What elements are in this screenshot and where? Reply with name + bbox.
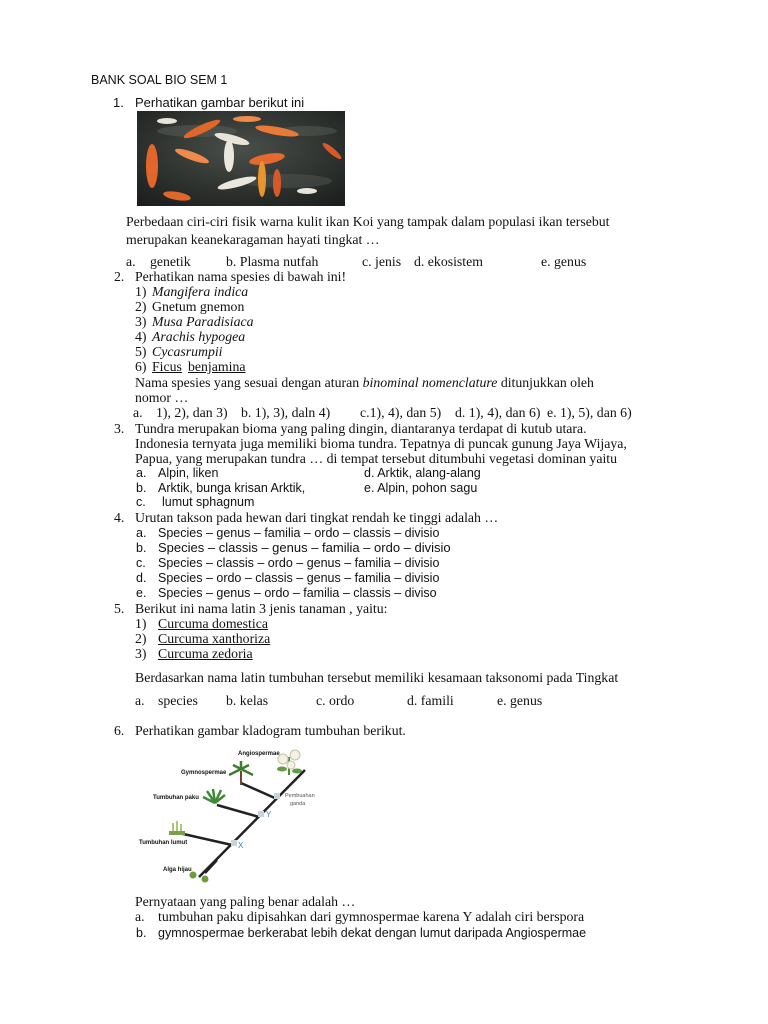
q4-option-b: Species – classis – genus – familia – ordo – divisio — [158, 540, 451, 555]
q3-option-c: lumut sphagnum — [162, 495, 255, 509]
q4-option-d: Species – ordo – classis – genus – familia – divisio — [158, 571, 440, 585]
q3-line3: Papua, yang merupakan tundra … di tempat tersebut ditumbuhi vegetasi dominan yaitu — [135, 451, 618, 466]
q3-option-e: e. Alpin, pohon sagu — [364, 481, 478, 495]
q6-option-a: tumbuhan paku dipisahkan dari gymnospermae karena Y adalah ciri berspora — [158, 909, 585, 924]
q1-number: 1. — [113, 95, 124, 110]
q2-species-1-num: 1) — [135, 284, 147, 299]
q6-option-a-label: a. — [135, 909, 145, 924]
q2-species-4-num: 4) — [135, 329, 147, 344]
q2-option-a-label: a. — [133, 405, 143, 420]
q1-option-a-label: a. — [126, 254, 136, 269]
branch-paku — [217, 805, 259, 817]
q1-prompt: Perhatikan gambar berikut ini — [135, 95, 305, 110]
q5-prompt: Berikut ini nama latin 3 jenis tanaman , yaitu: — [135, 601, 388, 616]
q2-option-a: 1), 2), dan 3) — [156, 405, 228, 420]
q2-question-line2: nomor … — [135, 390, 189, 405]
q3-option-b-label: b. — [136, 481, 147, 495]
label-tumbuhan-lumut: Tumbuhan lumut — [139, 840, 188, 846]
q5-plant-2: Curcuma xanthoriza — [158, 631, 271, 646]
q2-question-line1 — [135, 376, 594, 390]
q6-question: Pernyataan yang paling benar adalah … — [135, 894, 356, 909]
q2-species-6-num: 6) — [135, 359, 147, 374]
q6-number: 6. — [114, 723, 125, 738]
q1-text-line1: Perbedaan ciri-ciri fisik warna kulit ikan Koi yang tampak dalam populasi ikan tersebut — [126, 214, 610, 229]
q2-species-3: Musa Paradisiaca — [152, 314, 254, 329]
q2-species-6-epithet: benjamina — [188, 359, 246, 374]
q2-species-2-num: 2) — [135, 299, 147, 314]
q4-option-c: Species – classis – ordo – genus – familia – divisio — [158, 556, 440, 570]
q2-option-b: b. 1), 3), daln 4) — [241, 405, 331, 420]
q3-option-d: d. Arktik, alang-alang — [364, 466, 481, 480]
q2-option-e: e. 1), 5), dan 6) — [547, 405, 632, 420]
q1-option-d: d. ekosistem — [414, 254, 483, 269]
q1-option-c: c. jenis — [362, 254, 402, 269]
q4-prompt: Urutan takson pada hewan dari tingkat rendah ke tinggi adalah … — [135, 510, 499, 525]
q4-option-a: Species – genus – familia – ordo – classis – divisio — [158, 526, 440, 540]
cladogram-diagram — [137, 745, 327, 885]
label-x: X — [238, 841, 244, 850]
page-header: BANK SOAL BIO SEM 1 — [91, 73, 228, 87]
label-alga-hijau: Alga hijau — [163, 867, 192, 873]
q5-question: Berdasarkan nama latin tumbuhan tersebut memiliki kesamaan taksonomi pada Tingkat — [135, 670, 619, 685]
q4-option-e: Species – genus – ordo – familia – classis – diviso — [158, 586, 437, 600]
q5-number: 5. — [114, 601, 125, 616]
q2-question-after: ditunjukkan oleh — [500, 375, 594, 390]
q2-question-italic: binominal nomenclature — [362, 375, 498, 390]
q3-option-b: Arktik, bunga krisan Arktik, — [158, 481, 306, 495]
q2-prompt: Perhatikan nama spesies di bawah ini! — [135, 269, 347, 284]
angiosperm-plant-icon — [277, 750, 302, 775]
q3-option-a-label: a. — [136, 466, 147, 480]
marker-y-box — [258, 811, 264, 817]
label-pembuahan-ganda-1: Pembuahan — [285, 793, 315, 799]
label-gymnospermae: Gymnospermae — [181, 770, 227, 776]
q2-species-2: Gnetum gnemon — [152, 299, 245, 314]
q5-option-b: b. kelas — [226, 693, 269, 708]
q5-plant-3: Curcuma zedoria — [158, 646, 253, 661]
q5-option-a-label: a. — [135, 693, 145, 708]
koi-pond-image — [137, 111, 345, 206]
q5-plant-1-num: 1) — [135, 616, 147, 631]
cladogram-figure — [137, 745, 327, 885]
q2-species-1: Mangifera indica — [152, 284, 249, 299]
q4-option-b-label: b. — [136, 541, 147, 555]
q2-option-d: d. 1), 4), dan 6) — [455, 405, 541, 420]
q3-option-a: Alpin, liken — [158, 466, 219, 480]
q2-species-6-genus: Ficus — [152, 359, 182, 374]
q4-option-a-label: a. — [136, 526, 147, 540]
q5-option-c: c. ordo — [316, 693, 355, 708]
marker-pembuahan-box — [274, 793, 280, 799]
q5-option-d: d. famili — [407, 693, 454, 708]
q2-species-5-num: 5) — [135, 344, 147, 359]
q5-plant-2-num: 2) — [135, 631, 147, 646]
fern-plant-icon — [203, 789, 225, 803]
branch-gymnospermae — [241, 783, 277, 799]
q3-option-c-label: c. — [136, 495, 146, 509]
q3-line2: Indonesia ternyata juga memiliki bioma tundra. Tepatnya di puncak gunung Jaya Wijaya, — [135, 436, 627, 451]
q1-text-line2: merupakan keanekaragaman hayati tingkat … — [126, 232, 380, 247]
label-angiospermae: Angiospermae — [238, 751, 280, 757]
q4-option-c-label: c. — [136, 556, 146, 570]
q2-species-4: Arachis hypogea — [152, 329, 246, 344]
q1-option-b: b. Plasma nutfah — [226, 254, 319, 269]
q6-prompt: Perhatikan gambar kladogram tumbuhan berikut. — [135, 723, 406, 738]
q4-number: 4. — [114, 510, 125, 525]
label-pembuahan-ganda-2: ganda — [290, 801, 306, 807]
q2-option-c: c.1), 4), dan 5) — [360, 405, 442, 420]
q1-option-e: e. genus — [541, 254, 587, 269]
q5-option-e: e. genus — [497, 693, 543, 708]
moss-plant-icon — [169, 821, 185, 835]
q2-number: 2. — [114, 269, 125, 284]
label-y: Y — [266, 810, 272, 819]
q3-line1: Tundra merupakan bioma yang paling dingin, diantaranya terdapat di kutub utara. — [135, 421, 587, 436]
q6-option-b: gymnospermae berkerabat lebih dekat dengan lumut daripada Angiospermae — [158, 926, 587, 940]
koi-pond-photo — [137, 111, 345, 206]
label-tumbuhan-paku: Tumbuhan paku — [153, 795, 199, 801]
q2-species-5: Cycasrumpii — [152, 344, 223, 359]
gymnosperm-plant-icon — [229, 761, 253, 785]
q4-option-e-label: e. — [136, 586, 147, 600]
branch-alga — [205, 860, 217, 873]
q5-plant-1: Curcuma domestica — [158, 616, 268, 631]
q2-question-before: Nama spesies yang sesuai dengan aturan — [135, 375, 360, 390]
q2-species-3-num: 3) — [135, 314, 147, 329]
q3-number: 3. — [114, 421, 125, 436]
q4-option-d-label: d. — [136, 571, 147, 585]
q6-option-b-label: b. — [136, 926, 147, 940]
q5-plant-3-num: 3) — [135, 646, 147, 661]
marker-x-box — [231, 840, 237, 846]
q1-option-a: genetik — [150, 254, 191, 269]
q5-option-a: species — [158, 693, 198, 708]
